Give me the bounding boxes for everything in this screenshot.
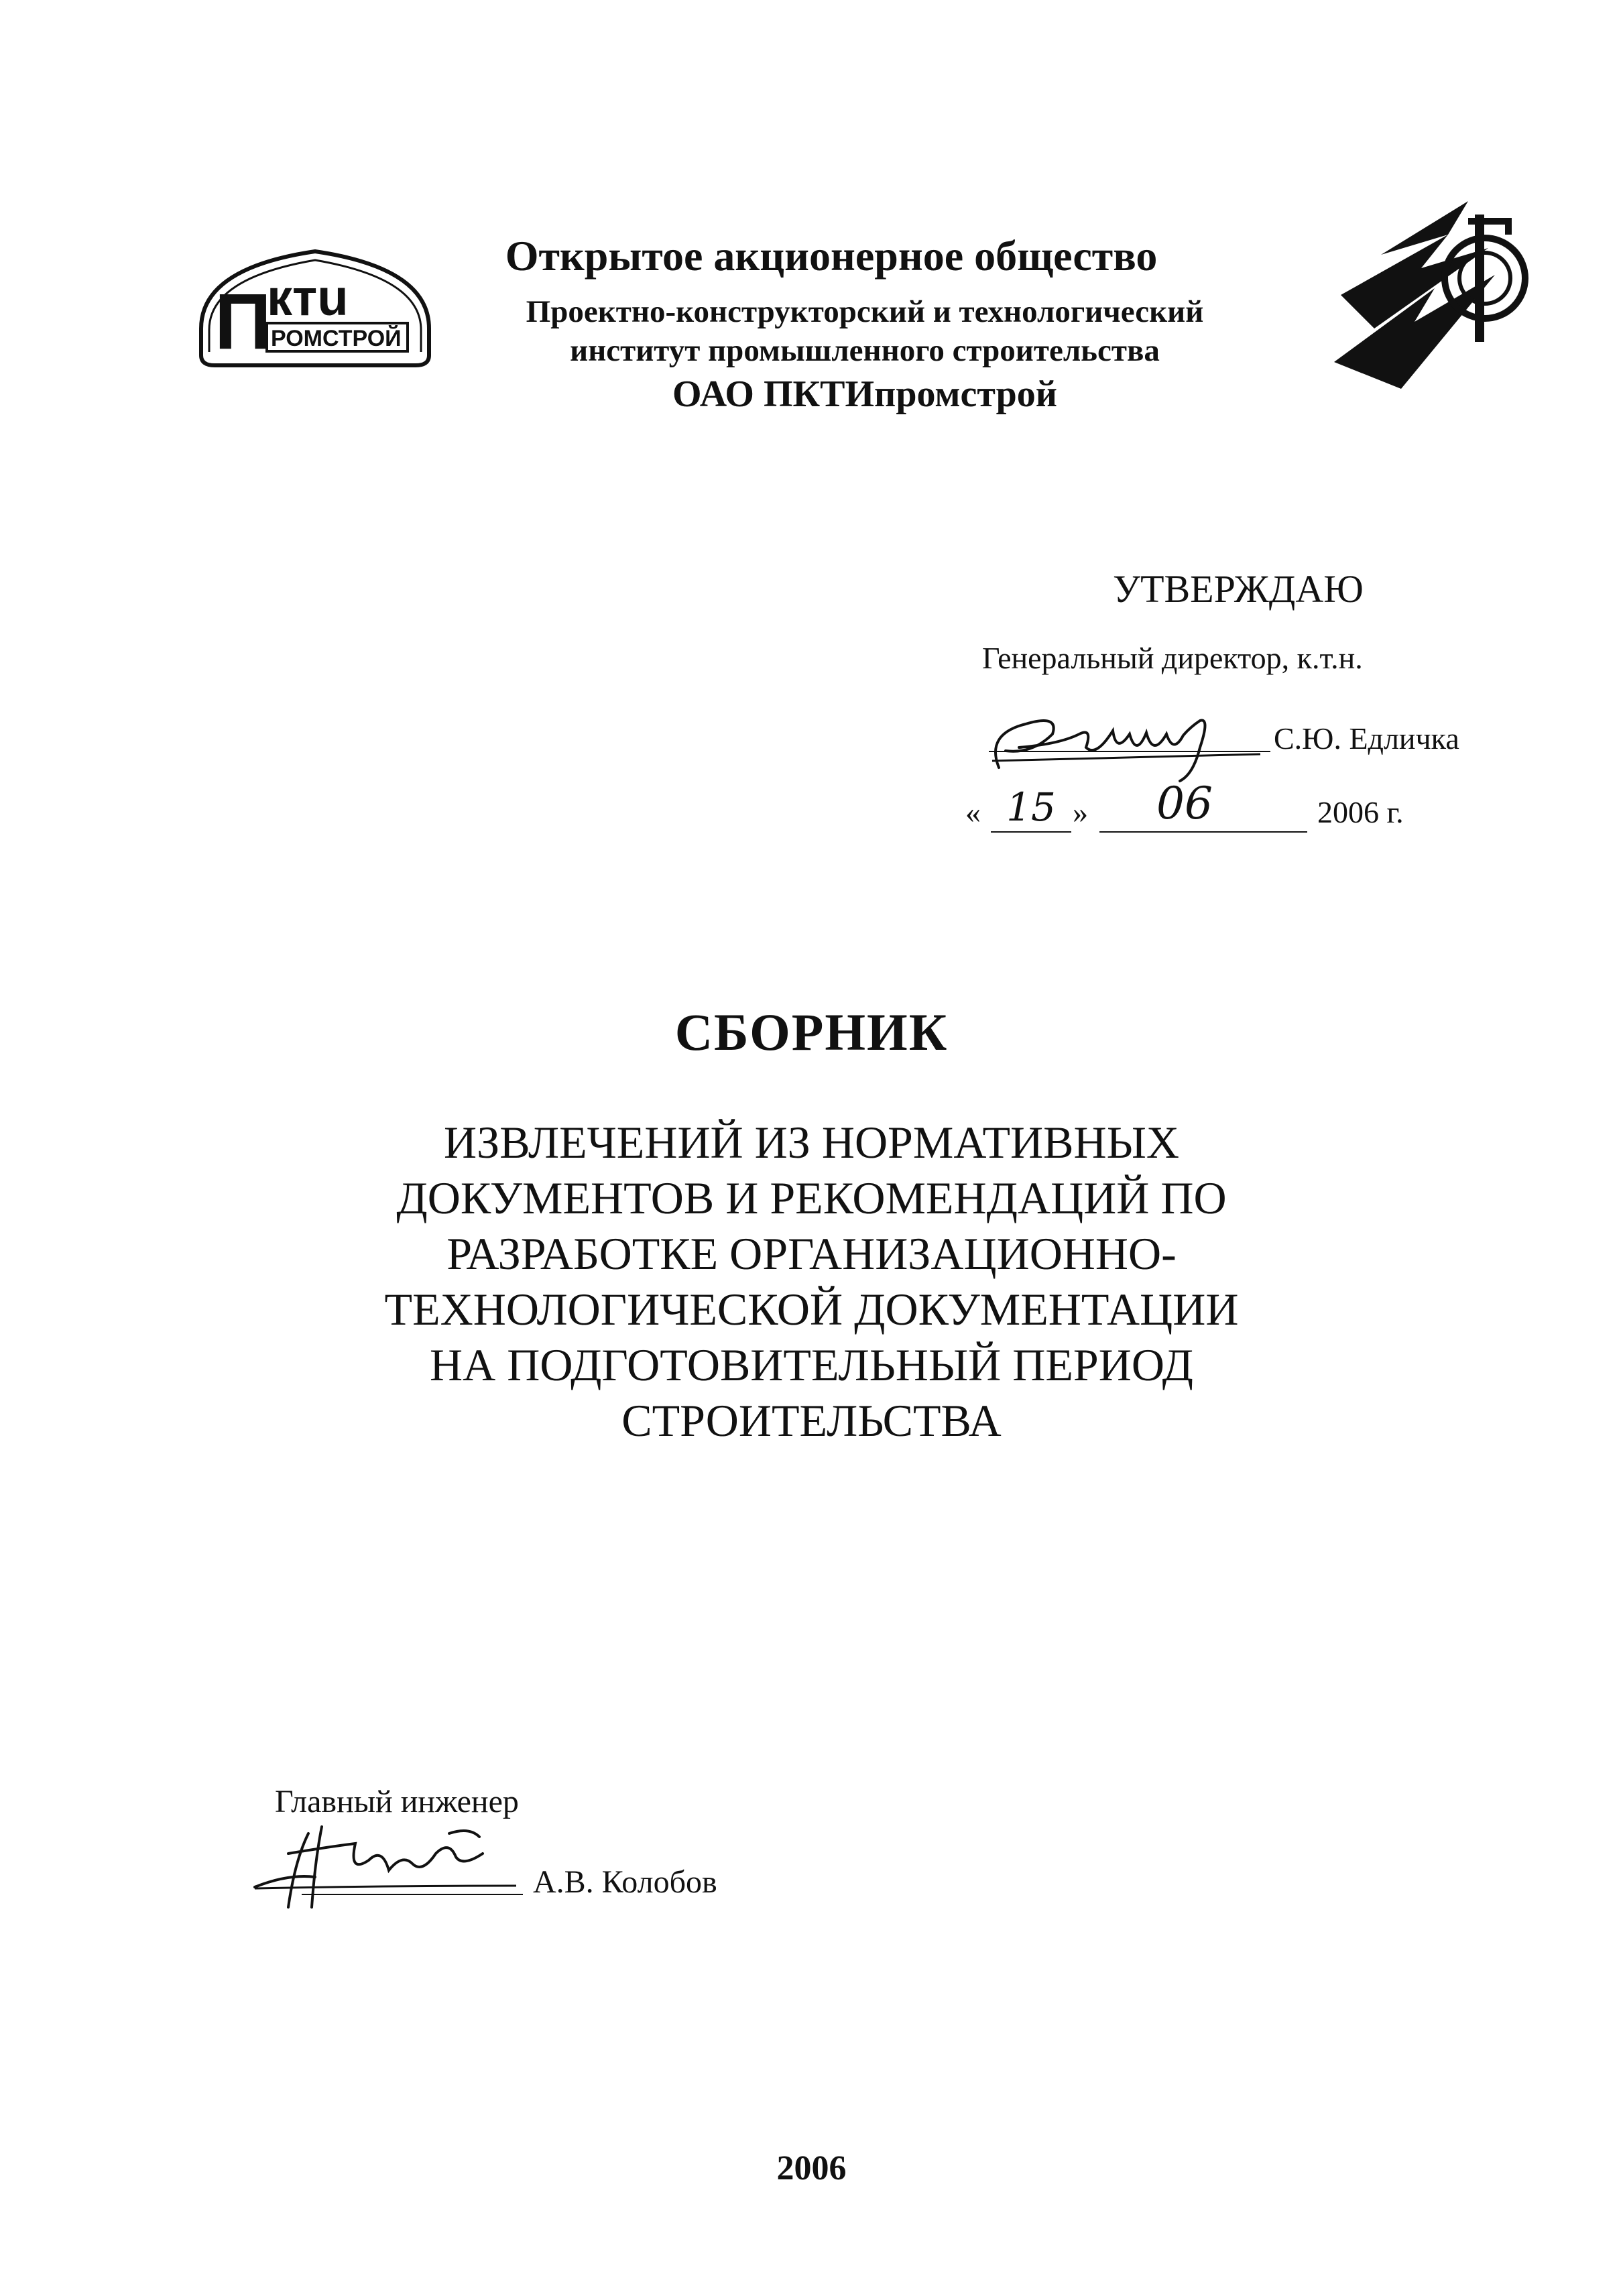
subtitle-line-5: НА ПОДГОТОВИТЕЛЬНЫЙ ПЕРИОД [430, 1339, 1193, 1390]
date-month: 06 [1156, 778, 1213, 829]
approval-heading: УТВЕРЖДАЮ [1113, 567, 1364, 611]
subtitle-line-3: РАЗРАБОТКЕ ОРГАНИЗАЦИОННО- [446, 1228, 1177, 1279]
date-close-quote: » [1073, 795, 1088, 829]
director-signature-line [989, 751, 1270, 752]
approver-position: Генеральный директор, к.т.н. [982, 641, 1363, 675]
org-title: Открытое акционерное общество [505, 232, 1158, 280]
subtitle-line-1: ИЗВЛЕЧЕНИЙ ИЗ НОРМАТИВНЫХ [444, 1117, 1179, 1168]
pktipromstroy-logo [188, 241, 442, 375]
subtitle-line-6: СТРОИТЕЛЬСТВА [621, 1395, 1002, 1446]
date-year: 2006 г. [1317, 795, 1404, 829]
date-month-line [1099, 831, 1307, 833]
engineer-position: Главный инженер [275, 1784, 519, 1819]
date-day-line [991, 831, 1071, 833]
org-full-name-line2: институт промышленного строительства [570, 333, 1160, 368]
logo-top-letters: ктu [267, 269, 349, 326]
director-name: С.Ю. Едличка [1274, 721, 1459, 756]
logo-bottom-text: РОМСТРОЙ [271, 326, 402, 351]
publication-year: 2006 [776, 2149, 847, 2187]
emblem-logo [1334, 194, 1535, 389]
engineer-name: А.В. Колобов [533, 1864, 717, 1900]
date-day: 15 [1006, 784, 1056, 830]
subtitle-line-2: ДОКУМЕНТОВ И РЕКОМЕНДАЦИЙ ПО [396, 1172, 1227, 1223]
engineer-signature-line [302, 1894, 523, 1895]
director-signature [979, 694, 1274, 788]
document-title: СБОРНИК [674, 1003, 949, 1061]
logo-big-letter: П [215, 278, 272, 366]
subtitle-line-4: ТЕХНОЛОГИЧЕСКОЙ ДОКУМЕНТАЦИИ [384, 1284, 1239, 1335]
date-open-quote: « [965, 795, 981, 829]
org-short-name: ОАО ПКТИпромстрой [672, 373, 1057, 415]
org-full-name-line1: Проектно-конструкторский и технологический [526, 294, 1204, 329]
